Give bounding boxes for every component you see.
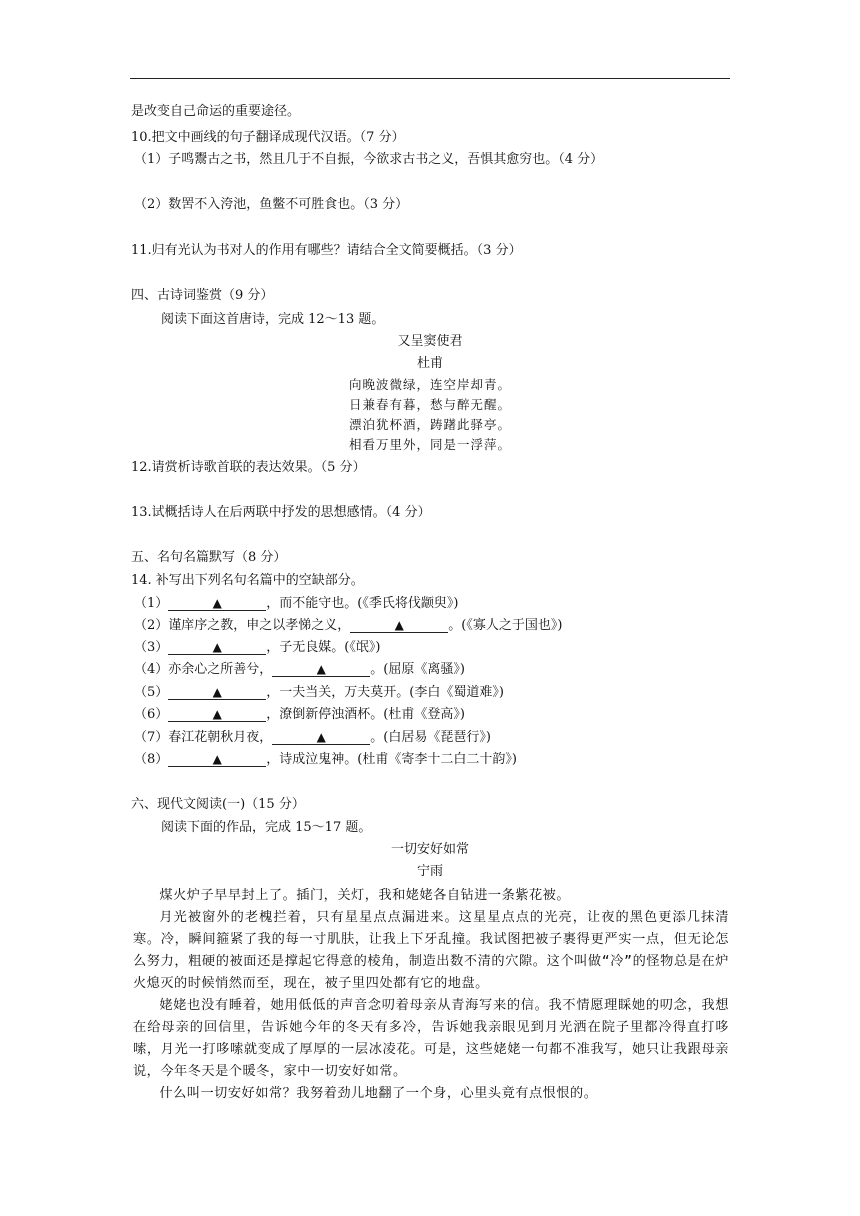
article-paragraph: 姥姥也没有睡着，她用低低的声音念叨着母亲从青海写来的信。我不情愿理睬她的叨念，我想在给母亲的回信里，告诉她今年的冬天有多冷，告诉她我亲眼见到月光洒在院子里都冷得直打哆嗦，月光一打哆嗦就变成了厚厚的一层冰凌花。可是，这些姥姥一句都不准我写，她只让我跟母亲说，今年冬天是个暖冬，家中一切安好如常。 xyxy=(133,998,729,1079)
continuation-text: 是改变自己命运的重要途径。 xyxy=(131,104,301,119)
poem-title: 又呈窦使君 xyxy=(397,334,463,349)
dictation-item-1: （1） ▲ ，而不能守也。(《季氏将伐颛臾》) xyxy=(134,596,459,611)
poem-line: 漂泊犹杯酒，踌躇此驿亭。 xyxy=(348,417,511,432)
q13-stem: 13.试概括诗人在后两联中抒发的思想感情。（4 分） xyxy=(131,505,431,520)
article-title: 一切安好如常 xyxy=(390,842,469,857)
q10-item-1: （1）子鸣鬻古之书，然且几于不自振，今欲求古书之义，吾惧其愈穷也。（4 分） xyxy=(134,152,604,167)
poem-line: 向晚波微绿，连空岸却青。 xyxy=(348,377,511,392)
answer-blank[interactable] xyxy=(272,730,370,745)
section4-title: 四、古诗词鉴赏（9 分） xyxy=(131,288,274,303)
answer-blank[interactable] xyxy=(168,752,266,767)
section6-title: 六、现代文阅读(一)（15 分） xyxy=(131,797,305,812)
dictation-item-5: （5） ▲ ，一夫当关，万夫莫开。(李白《蜀道难》) xyxy=(134,685,504,700)
article-paragraph: 什么叫一切安好如常？我努着劲儿地翻了一个身，心里头竟有点恨恨的。 xyxy=(159,1086,598,1101)
triangle-icon: ▲ xyxy=(212,596,222,610)
dictation-item-4: （4）亦余心之所善兮， ▲ 。(屈原《离骚》) xyxy=(134,662,465,677)
answer-blank[interactable] xyxy=(168,685,266,700)
article-body xyxy=(133,885,729,1105)
section6-intro: 阅读下面的作品，完成 15～17 题。 xyxy=(161,820,372,835)
triangle-icon: ▲ xyxy=(212,685,222,699)
q14-stem: 14. 补写出下列名句名篇中的空缺部分。 xyxy=(131,573,364,588)
triangle-icon: ▲ xyxy=(394,618,404,632)
answer-blank[interactable] xyxy=(350,618,448,633)
answer-blank[interactable] xyxy=(272,662,370,677)
q10-item-2: （2）数罟不入洿池，鱼鳖不可胜食也。（3 分） xyxy=(134,197,409,212)
article-author: 宁雨 xyxy=(416,864,443,879)
triangle-icon: ▲ xyxy=(316,730,326,744)
triangle-icon: ▲ xyxy=(212,640,222,654)
dictation-item-7: （7）春江花朝秋月夜， ▲ 。(白居易《琵琶行》) xyxy=(134,730,491,745)
dictation-item-8: （8） ▲ ，诗成泣鬼神。(杜甫《寄李十二白二十韵》) xyxy=(134,752,517,767)
header-rule xyxy=(130,78,730,79)
q11-stem: 11.归有光认为书对人的作用有哪些？请结合全文简要概括。（3 分） xyxy=(131,243,522,258)
poem-line: 相看万里外，同是一浮萍。 xyxy=(348,437,511,452)
answer-blank[interactable] xyxy=(168,640,266,655)
article-paragraph: 煤火炉子早早封上了。插门，关灯，我和姥姥各自钻进一条紫花被。 xyxy=(159,888,571,903)
q10-stem: 10.把文中画线的句子翻译成现代汉语。（7 分） xyxy=(131,130,405,145)
dictation-item-3: （3） ▲ ，子无良媒。(《氓》) xyxy=(134,640,381,655)
triangle-icon: ▲ xyxy=(212,707,222,721)
section4-intro: 阅读下面这首唐诗，完成 12～13 题。 xyxy=(161,312,385,327)
dictation-item-6: （6） ▲ ，潦倒新停浊酒杯。(杜甫《登高》) xyxy=(134,707,465,722)
dictation-item-2: （2）谨庠序之教，申之以孝悌之义， ▲ 。(《寡人之于国也》) xyxy=(134,618,563,633)
answer-blank[interactable] xyxy=(168,707,266,722)
triangle-icon: ▲ xyxy=(316,662,326,676)
article-paragraph: 月光被窗外的老槐拦着，只有星星点点漏进来。这星星点点的光亮，让夜的黑色更添几抹清寒。冷，瞬间箍紧了我的每一寸肌肤，让我上下牙乱撞。我试图把被子裹得更严实一点，但无论怎么努力，粗硬的被面还是撑起它得意的棱角，制造出数不清的穴隙。这个叫做“冷”的怪物总是在炉火熄灭的时候悄然而至，现在，被子里四处都有它的地盘。 xyxy=(133,910,729,991)
poem-line: 日兼春有暮，愁与醉无醒。 xyxy=(348,397,511,412)
poem-author: 杜甫 xyxy=(416,356,443,371)
answer-blank[interactable] xyxy=(168,596,266,611)
triangle-icon: ▲ xyxy=(212,752,222,766)
section5-title: 五、名句名篇默写（8 分） xyxy=(131,550,287,565)
q12-stem: 12.请赏析诗歌首联的表达效果。（5 分） xyxy=(131,460,366,475)
